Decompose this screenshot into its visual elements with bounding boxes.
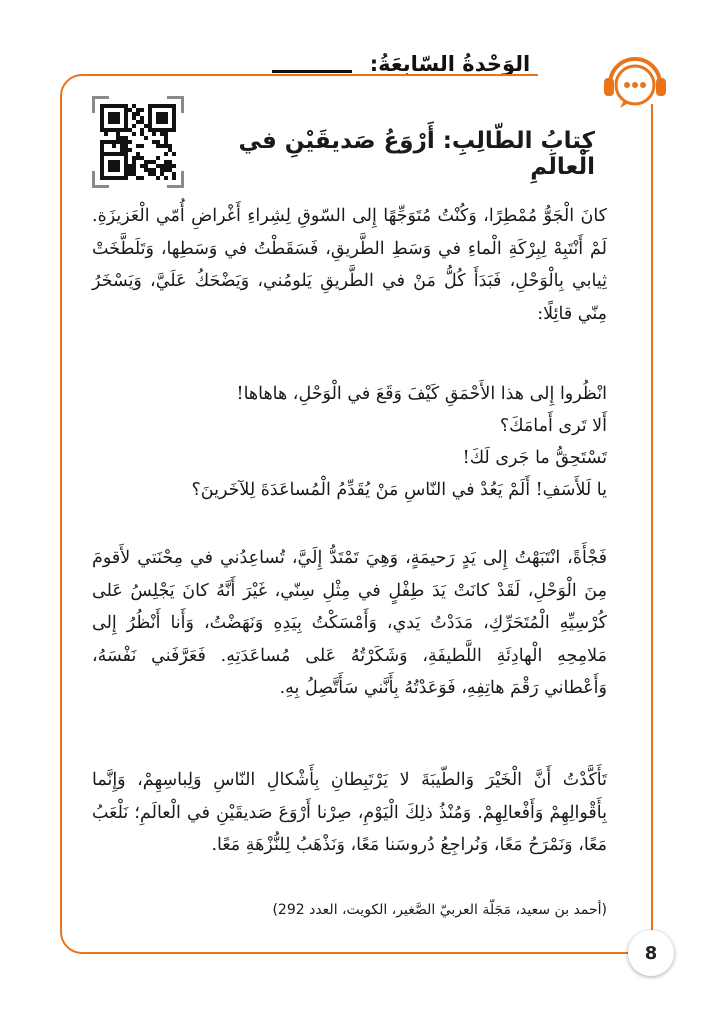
paragraph-3	[92, 764, 607, 862]
paragraph-3-text: تَأَكَّدْتُ أَنَّ الْخَيْرَ وَالطّيبَةَ لا يَرْتَبِطانِ بِأَشْكالِ النّاسِ وَلِباسِهِمْ، وَإِنَّما بِأَقْوالِهِمْ وَأَفْعالِهِمْ. وَمُنْذُ ذلِكَ الْيَوْمِ، صِرْنا أَرْوَعَ صَديقَيْنِ في الْعالَمِ؛ نَلْعَبُ مَعًا، وَنَمْرَحُ مَعًا، وَنُراجِعُ دُروسَنا مَعًا، وَنَذْهَبُ لِلنُّزْهَةِ مَعًا.	[92, 770, 607, 855]
qr-module	[172, 176, 176, 180]
source-citation: (أحمد بن سعيد، مَجَلّة العربيّ الصَّغير، الكويت، العدد 292)	[272, 902, 607, 918]
quote-line-1: انْظُروا إِلى هذا الأَحْمَقِ كَيْفَ وَقَعَ في الْوَحْلِ، هاهاها!	[236, 384, 607, 404]
paragraph-2	[92, 542, 607, 705]
lesson-title: كِتابُ الطّالِبِ: أَرْوَعُ صَديقَيْنِ في الْعالَمِ	[238, 128, 595, 180]
quote-line-4: يا لَلأَسَفِ! أَلَمْ يَعُدْ في النّاسِ مَنْ يُقَدِّمُ الْمُساعَدَةَ لِلآخَرينَ؟	[191, 480, 607, 500]
headset-chat-icon	[598, 48, 672, 112]
qr-code[interactable]	[92, 96, 184, 188]
quotes-block	[92, 378, 607, 506]
quote-line-3: تَسْتَحِقُّ ما جَرى لَكَ!	[462, 448, 607, 468]
qr-pattern	[100, 104, 176, 180]
quote-line-2: أَلا تَرى أَمامَكَ؟	[499, 416, 607, 436]
unit-title: الوَحْدةُ السّابعَةُ:	[369, 52, 531, 76]
paragraph-2-text: فَجْأَةً، انْتَبَهْتُ إِلى يَدٍ رَحيمَةٍ، وَهِيَ تَمْتَدُّ إِلَيَّ، تُساعِدُني في مِحْنَتي لأَقومَ مِنَ الْوَحْلِ، لَقَدْ كانَتْ يَدَ طِفْلٍ في مِثْلِ سِنّي، غَيْرَ أَنَّهُ كانَ يَجْلِسُ عَلى كُرْسِيِّهِ الْمُتَحَرِّكِ، مَدَدْتُ يَدي، وَأَمْسَكْتُ بِيَدِهِ وَنَهَضْتُ، وَأَنا أَنْظُرُ إِلى مَلامِحِهِ الْهادِئَةِ اللَّطيفَةِ، وَشَكَرْتُهُ عَلى مُساعَدَتِهِ. فَعَرَّفَني نَفْسَهُ، وَأَعْطاني رَقْمَ هاتِفِهِ، فَوَعَدْتُهُ بِأَنَّني سَأَتَّصِلُ بِهِ.	[92, 548, 607, 698]
paragraph-1	[92, 200, 607, 330]
paragraph-1-text: كانَ الْجَوُّ مُمْطِرًا، وَكُنْتُ مُتَوَجِّهًا إِلى السّوقِ لِشِراءِ أَغْراضِ أُمّي الْعَزيزَةِ. لَمْ أَنْتَبِهْ لِبِرْكَةِ الْماءِ في وَسَطِ الطَّريقِ، فَسَقَطْتُ في وَسَطِها، وَتَلَطَّخَتْ ثِيابي بِالْوَحْلِ، فَبَدَأَ كُلُّ مَنْ في الطَّريقِ يَلومُني، وَيَضْحَكُ عَلَيَّ، وَيَسْخَرُ مِنّي قائِلًا:	[92, 206, 607, 324]
page-number-badge: 8	[628, 930, 674, 976]
header-rule-left	[272, 70, 352, 73]
